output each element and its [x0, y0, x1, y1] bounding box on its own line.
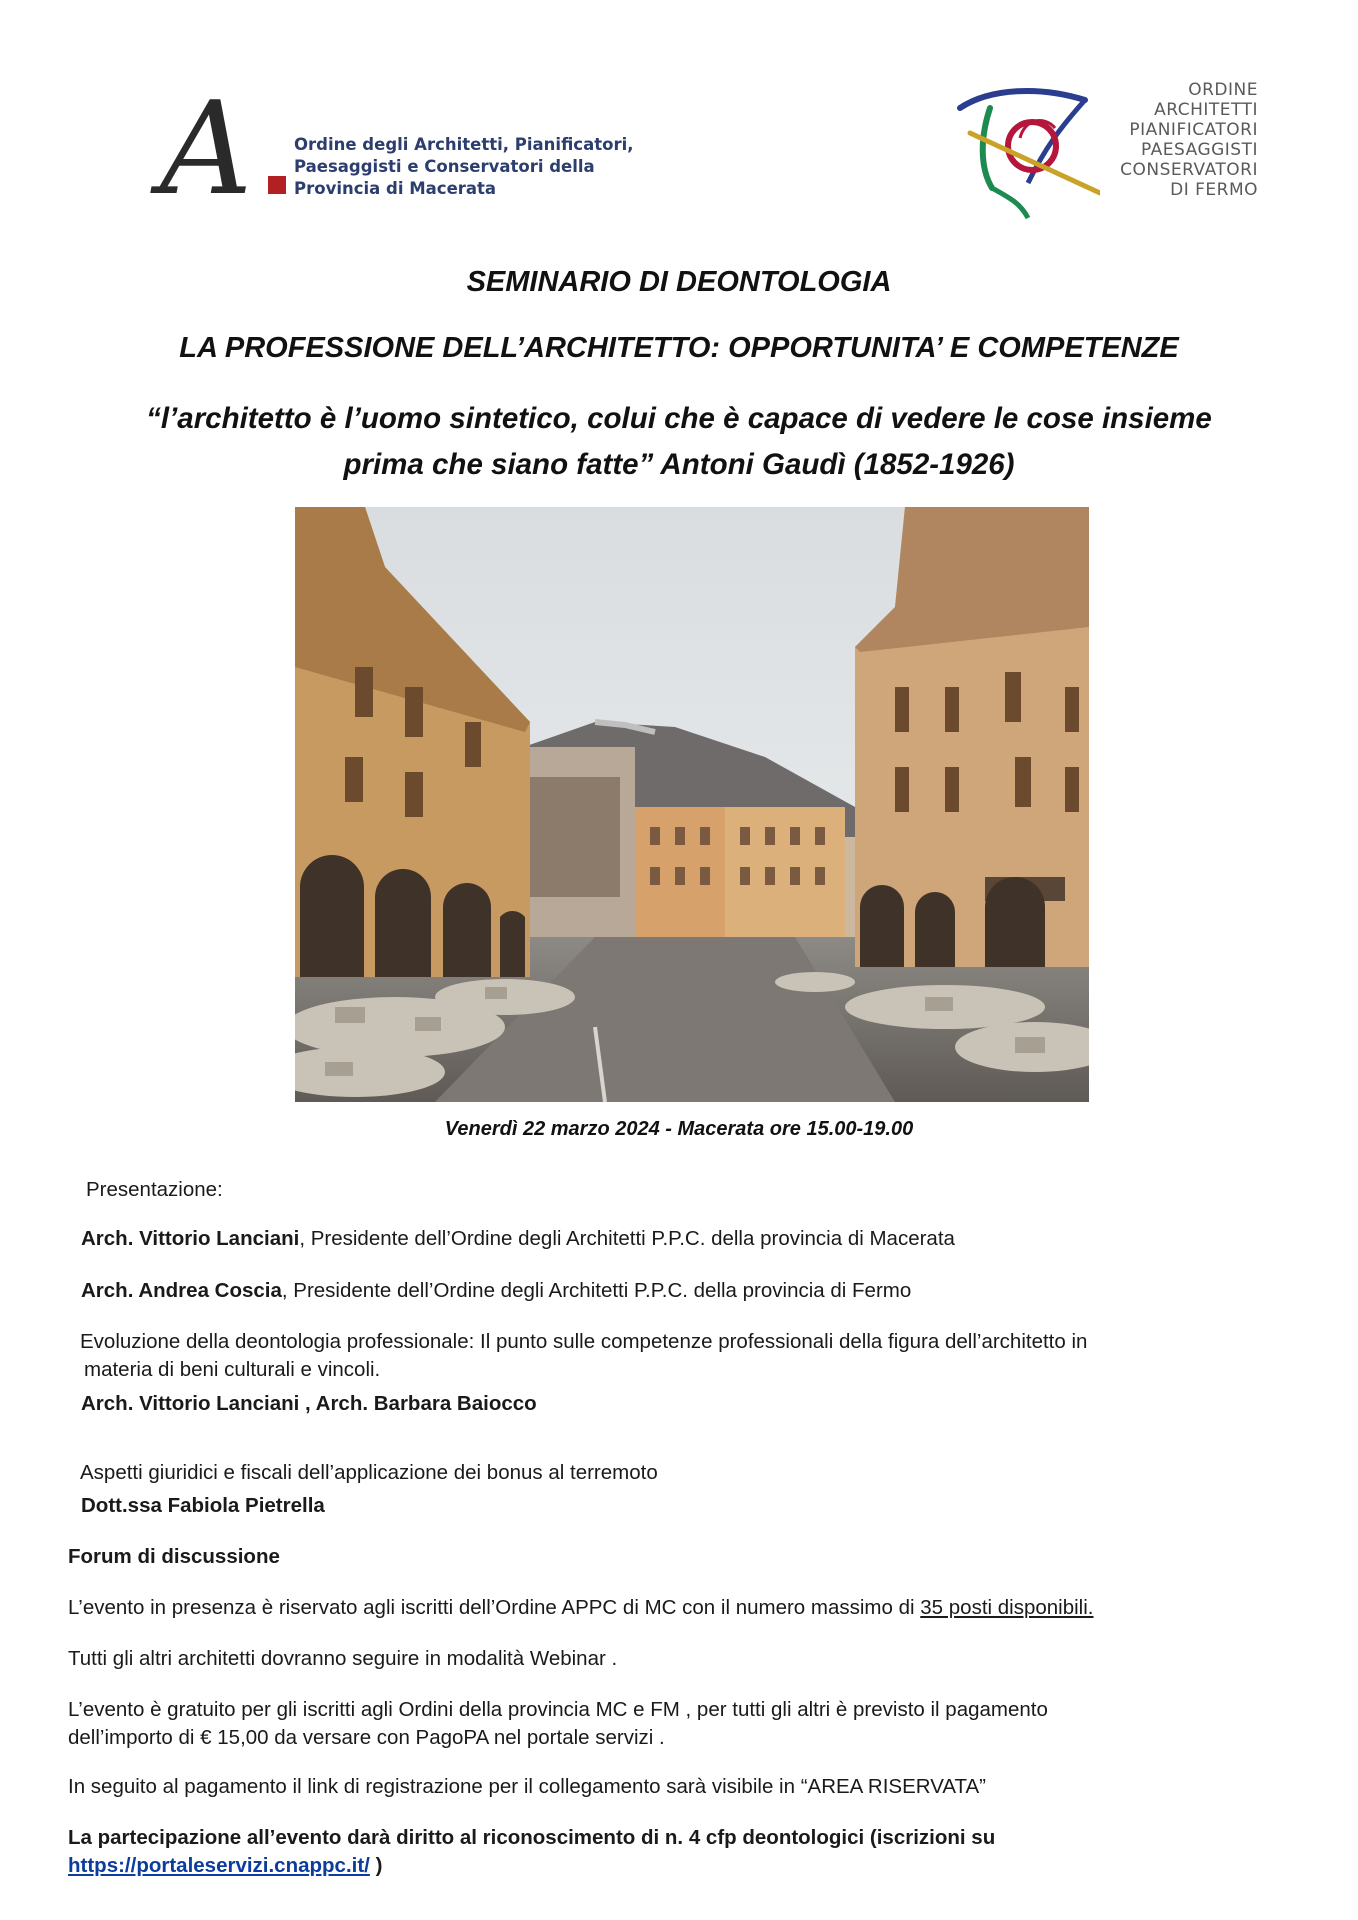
quote-line: “l’architetto è l’uomo sintetico, colui che è capace di vedere le cose insieme	[146, 402, 1212, 435]
gaudi-quote	[0, 396, 1358, 488]
speaker-1	[81, 1225, 955, 1252]
speaker-2	[81, 1277, 911, 1304]
info-registration: In seguito al pagamento il link di registrazione per il collegamento sarà visibile in “AREA RISERVATA”	[68, 1775, 986, 1798]
logo-line: PAESAGGISTI	[1140, 140, 1258, 160]
logo-line: Ordine degli Architetti, Pianificatori,	[294, 135, 634, 154]
logo-line: CONSERVATORI	[1120, 160, 1258, 180]
topic-2: Aspetti giuridici e fiscali dell’applicazione dei bonus al terremoto	[80, 1461, 658, 1484]
info-capacity-text: L’evento in presenza è riservato agli iscritti dell’Ordine APPC di MC con il numero massimo di	[68, 1596, 921, 1619]
seminar-title: SEMINARIO DI DEONTOLOGIA	[466, 266, 892, 298]
speaker-role: , Presidente dell’Ordine degli Architetti P.P.C. della provincia di Macerata	[299, 1227, 955, 1250]
fermo-emblem-icon	[950, 78, 1100, 228]
portale-servizi-link[interactable]: https://portaleservizi.cnappc.it/	[68, 1854, 370, 1877]
logo-line: PIANIFICATORI	[1129, 120, 1258, 140]
info-webinar: Tutti gli altri architetti dovranno seguire in modalità Webinar .	[68, 1647, 618, 1670]
logo-ordine-fermo	[950, 78, 1270, 228]
main-title: LA PROFESSIONE DELL’ARCHITETTO: OPPORTUNITA’ E COMPETENZE	[179, 332, 1179, 364]
town-square-image	[295, 507, 1089, 1102]
info-fee-line-2: dell’importo di € 15,00 da versare con PagoPA nel portale servizi .	[68, 1726, 665, 1749]
topic-1-line-2: materia di beni culturali e vincoli.	[84, 1358, 381, 1381]
topic-1-speakers: Arch. Vittorio Lanciani , Arch. Barbara Baiocco	[81, 1392, 537, 1415]
presentazione-label: Presentazione:	[86, 1178, 223, 1201]
logo-line: DI FERMO	[1170, 180, 1258, 200]
logo-letter: A	[160, 75, 253, 224]
info-fee-line-1: L’evento è gratuito per gli iscritti agli Ordini della provincia MC e FM , per tutti gli altri è previsto il pagamento	[68, 1698, 1048, 1721]
capacity-highlight: 35 posti disponibili.	[920, 1596, 1094, 1619]
info-capacity	[68, 1594, 1094, 1621]
topic-1-line-1: Evoluzione della deontologia professionale: Il punto sulle competenze professionali della figura dell’architetto in	[80, 1330, 1088, 1353]
info-credits-line-1: La partecipazione all’evento darà diritto al riconoscimento di n. 4 cfp deontologici (iscrizioni su	[68, 1826, 996, 1849]
topic-2-speaker: Dott.ssa Fabiola Pietrella	[81, 1494, 325, 1517]
logo-line: ORDINE	[1188, 80, 1258, 100]
logo-red-square	[268, 176, 286, 194]
forum-heading: Forum di discussione	[68, 1545, 280, 1568]
logo-ordine-macerata	[160, 75, 680, 230]
logo-line: Provincia di Macerata	[294, 179, 497, 198]
logo-line: ARCHITETTI	[1154, 100, 1258, 120]
info-credits-line-2	[68, 1852, 382, 1879]
quote-line: prima che siano fatte” Antoni Gaudì (1852-1926)	[343, 448, 1015, 481]
speaker-role: , Presidente dell’Ordine degli Architetti P.P.C. della provincia di Fermo	[281, 1279, 912, 1302]
logo-text-fermo	[1120, 80, 1258, 200]
logo-line: Paesaggisti e Conservatori della	[294, 157, 595, 176]
event-date: Venerdì 22 marzo 2024 - Macerata ore 15.00-19.00	[444, 1118, 914, 1140]
speaker-name: Arch. Andrea Coscia	[81, 1279, 282, 1302]
speaker-name: Arch. Vittorio Lanciani	[81, 1227, 300, 1250]
logo-text-macerata	[294, 134, 634, 200]
closing-paren: )	[369, 1854, 383, 1877]
earthquake-town-photo	[295, 507, 1089, 1102]
